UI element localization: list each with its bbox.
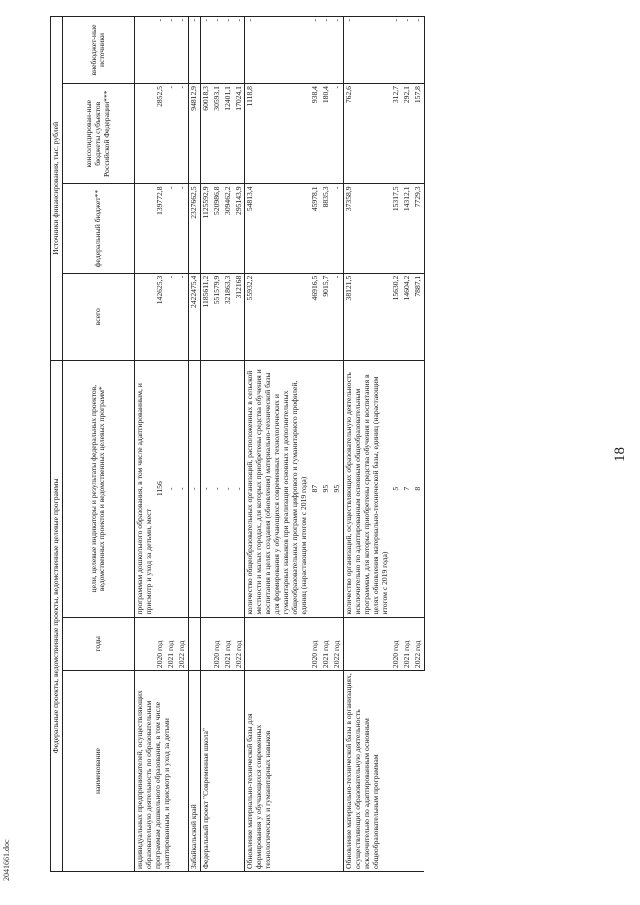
row-federal: 295143,9 bbox=[234, 184, 245, 273]
financing-table bbox=[50, 16, 425, 872]
row-extra: - bbox=[166, 17, 177, 84]
row-regional: 312,7 bbox=[391, 84, 402, 184]
row-federal: 7729,3 bbox=[413, 184, 424, 273]
row-regional: 17024,1 bbox=[234, 84, 245, 184]
header-extra: внебюджет-ные источники bbox=[62, 17, 134, 84]
row-year: 2020 год bbox=[212, 617, 223, 671]
row-federal: 139772,8 bbox=[155, 184, 166, 273]
row-name: индивидуальных предпринимателей, осуществляющих образовательную деятельность по образовательным программам дошкольного образования, в том числе адаптированным, и присмотр и уход за детьми bbox=[134, 671, 188, 872]
row-federal: 15317,5 bbox=[391, 184, 402, 273]
row-regional: 60018,3 bbox=[200, 84, 211, 184]
row-federal: 2327662,5 bbox=[188, 184, 200, 273]
row-regional: 12401,1 bbox=[223, 84, 234, 184]
header-regional: консолидирован-ные бюджеты субъектов Российской Федерации*** bbox=[62, 84, 134, 184]
row-indicator-value: - bbox=[200, 360, 211, 617]
rotated-table-container bbox=[50, 16, 580, 872]
row-indicator-value: 95 bbox=[321, 360, 332, 617]
row-total: 15630,2 bbox=[391, 273, 402, 360]
row-indicator: программам дошкольного образования, в том числе адаптированным, и присмотр и уход за детьми, мест bbox=[134, 360, 154, 617]
row-federal bbox=[134, 184, 154, 273]
row-total: 14604,2 bbox=[402, 273, 413, 360]
row-federal: 45978,1 bbox=[310, 184, 321, 273]
row-regional: 938,4 bbox=[310, 84, 321, 184]
header-total: всего bbox=[62, 273, 134, 360]
row-name: Федеральный проект "Современная школа" bbox=[200, 671, 245, 872]
row-federal: 8835,3 bbox=[321, 184, 332, 273]
row-regional bbox=[134, 84, 154, 184]
row-extra: - bbox=[245, 17, 310, 84]
row-extra: - bbox=[402, 17, 413, 84]
header-projects: Федеральные проекты, ведомственные проекты, ведомственные целевые программы bbox=[51, 360, 63, 871]
row-federal: 1125592,9 bbox=[200, 184, 211, 273]
row-extra: - bbox=[188, 17, 200, 84]
row-name: Обновление материально-технической базы в организациях, осуществляющих образовательную деятельность исключительно по адаптированным основным общеобразовательным программам bbox=[344, 671, 425, 872]
row-year bbox=[200, 617, 211, 671]
row-regional: 30593,1 bbox=[212, 84, 223, 184]
header-sources: Источники финансирования, тыс. рублей bbox=[51, 17, 63, 361]
row-name: Забайкальский край bbox=[188, 671, 200, 872]
row-year: 2020 год bbox=[310, 617, 321, 671]
row-federal: - bbox=[177, 184, 188, 273]
row-indicator-value: 5 bbox=[391, 360, 402, 617]
row-extra: - bbox=[155, 17, 166, 84]
row-total: 2422475,4 bbox=[188, 273, 200, 360]
row-regional: 2852,5 bbox=[155, 84, 166, 184]
row-indicator-value: 95 bbox=[332, 360, 343, 617]
row-regional: 762,6 bbox=[344, 84, 391, 184]
row-total: 312168 bbox=[234, 273, 245, 360]
row-extra: - bbox=[223, 17, 234, 84]
row-indicator-value: - bbox=[166, 360, 177, 617]
row-total: 7887,1 bbox=[413, 273, 424, 360]
row-extra: - bbox=[332, 17, 343, 84]
row-year bbox=[188, 617, 200, 671]
row-indicator-value: 8 bbox=[413, 360, 424, 617]
row-federal: - bbox=[166, 184, 177, 273]
table-row bbox=[344, 17, 391, 872]
row-year bbox=[344, 617, 391, 671]
row-total: - bbox=[332, 273, 343, 360]
row-indicator-value: 1156 bbox=[155, 360, 166, 617]
row-year: 2022 год bbox=[413, 617, 424, 671]
row-regional: 94812,9 bbox=[188, 84, 200, 184]
row-total: 142625,3 bbox=[155, 273, 166, 360]
table-body bbox=[134, 17, 424, 872]
row-indicator: количество общеобразовательных организаций, расположенных в сельской местности и малых городах, для которых приобретены средства обучения и воспитания в целях создания (обновления) материально-технической базы для формирования у обучающихся современных технологических и гуманитарных навыков при реализации основных и дополнительных общеобразовательных программ цифрового и гуманитарного профилей, единиц (нарастающим итогом с 2019 года) bbox=[245, 360, 310, 617]
row-indicator: количество организаций, осуществляющих образовательную деятельность исключительно по адаптированным основным общеобразовательным программам, для которых приобретены средства обучения и воспитания в целях обновления материально-технической базы, единиц (нарастающим итогом с 2019 года) bbox=[344, 360, 391, 617]
row-year: 2021 год bbox=[223, 617, 234, 671]
row-total: - bbox=[166, 273, 177, 360]
row-year: 2020 год bbox=[155, 617, 166, 671]
row-year: 2021 год bbox=[166, 617, 177, 671]
row-total: 55932,2 bbox=[245, 273, 310, 360]
row-extra: - bbox=[200, 17, 211, 84]
row-extra: - bbox=[212, 17, 223, 84]
row-federal: 309462,2 bbox=[223, 184, 234, 273]
footer-filename: 2041661.doc bbox=[2, 839, 11, 881]
row-indicator-value: - bbox=[234, 360, 245, 617]
row-regional: 292,1 bbox=[402, 84, 413, 184]
row-total: 38121,5 bbox=[344, 273, 391, 360]
row-extra: - bbox=[413, 17, 424, 84]
row-year: 2022 год bbox=[177, 617, 188, 671]
row-indicator-value: 87 bbox=[310, 360, 321, 617]
row-federal: 14312,1 bbox=[402, 184, 413, 273]
row-indicator-value: - bbox=[212, 360, 223, 617]
row-indicator-value: 7 bbox=[402, 360, 413, 617]
row-extra: - bbox=[391, 17, 402, 84]
row-federal: 54813,4 bbox=[245, 184, 310, 273]
row-extra: - bbox=[321, 17, 332, 84]
header-federal: федеральный бюджет** bbox=[62, 184, 134, 273]
header-name: наименование bbox=[62, 671, 134, 872]
row-extra: - bbox=[234, 17, 245, 84]
page-number: 18 bbox=[612, 447, 628, 462]
row-year: 2020 год bbox=[391, 617, 402, 671]
row-regional: 1118,8 bbox=[245, 84, 310, 184]
row-total: 46916,5 bbox=[310, 273, 321, 360]
row-regional: - bbox=[332, 84, 343, 184]
row-year bbox=[134, 617, 154, 671]
row-name: Обновление материально-технической базы для формирования у обучающихся современных технологических и гуманитарных навыков bbox=[245, 671, 344, 872]
header-years: годы bbox=[62, 617, 134, 671]
row-extra bbox=[134, 17, 154, 84]
row-total: 9015,7 bbox=[321, 273, 332, 360]
row-total: 321863,3 bbox=[223, 273, 234, 360]
row-total: 1185611,2 bbox=[200, 273, 211, 360]
row-year: 2022 год bbox=[332, 617, 343, 671]
row-year: 2021 год bbox=[321, 617, 332, 671]
table-row bbox=[188, 17, 200, 872]
row-federal: 520986,8 bbox=[212, 184, 223, 273]
row-extra: - bbox=[177, 17, 188, 84]
row-extra: - bbox=[344, 17, 391, 84]
header-indicators: цели, целевые индикаторы и результаты федеральных проектов, ведомственных проектов и ведомственных целевых программ* bbox=[62, 360, 134, 617]
row-year bbox=[245, 617, 310, 671]
row-federal: 37358,9 bbox=[344, 184, 391, 273]
row-indicator-value: - bbox=[177, 360, 188, 617]
row-regional: - bbox=[166, 84, 177, 184]
row-indicator-value: - bbox=[223, 360, 234, 617]
row-year: 2022 год bbox=[234, 617, 245, 671]
row-extra: - bbox=[310, 17, 321, 84]
table-row bbox=[134, 17, 154, 872]
row-total: - bbox=[177, 273, 188, 360]
table-row bbox=[245, 17, 310, 872]
row-indicator-value: - bbox=[188, 360, 200, 617]
row-regional: 157,8 bbox=[413, 84, 424, 184]
row-regional: - bbox=[177, 84, 188, 184]
row-regional: 180,4 bbox=[321, 84, 332, 184]
row-year: 2021 год bbox=[402, 617, 413, 671]
row-federal: - bbox=[332, 184, 343, 273]
table-row bbox=[200, 17, 211, 872]
row-total bbox=[134, 273, 154, 360]
row-total: 551579,9 bbox=[212, 273, 223, 360]
